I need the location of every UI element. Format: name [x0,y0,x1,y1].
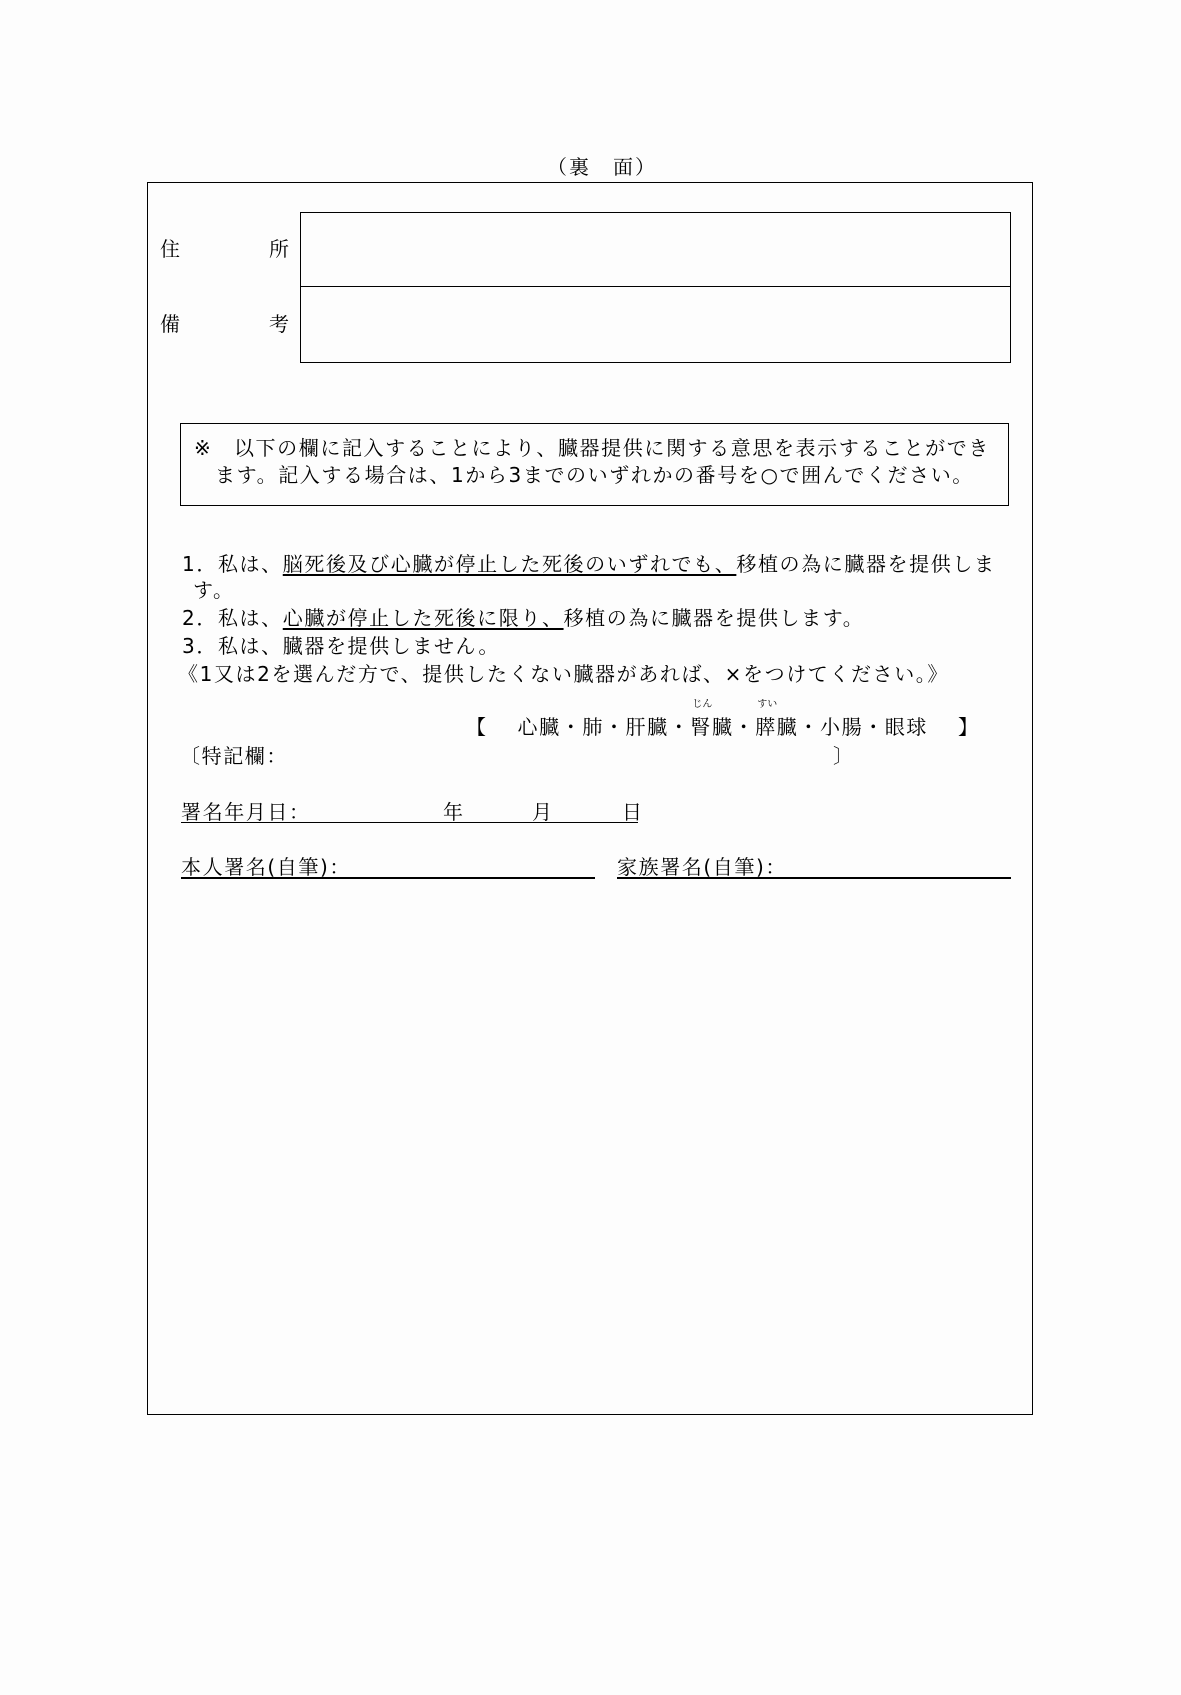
signature-date-label: 署名年月日： [181,800,311,824]
month-label: 月 [532,800,554,824]
organ-eyeball[interactable]: 眼球 [884,715,929,739]
organ-close-bracket: 】 [957,715,980,739]
row-divider [301,286,1010,287]
option-2-number[interactable]: 2． [182,606,218,630]
option-1-continuation: す。 [193,578,235,602]
option-3[interactable] [182,634,500,658]
option-1[interactable] [182,552,996,576]
organ-pancreas-label: 膵臓 [755,715,799,739]
organ-list [466,699,980,739]
remarks-label-right: 考 [269,312,289,336]
option-3-prefix: 私は、 [217,634,283,658]
organ-separator: ・ [863,715,885,739]
organ-kidney-label: 腎臓 [690,715,734,739]
organ-separator: ・ [733,715,756,739]
family-signature-label: 家族署名(自筆)： [617,855,788,879]
option-2[interactable] [182,606,864,630]
remarks-label-left: 備 [160,312,180,336]
option-2-prefix: 私は、 [217,606,283,630]
year-field[interactable] [330,798,439,824]
notice-box [180,423,1009,506]
option-3-suffix: 臓器を提供しません。 [282,634,500,658]
notice-text-line1: ※ 以下の欄に記入することにより、臓器提供に関する意思を表示することができ [194,436,990,460]
kidney-furigana: じん [692,699,713,710]
page-title: （裏 面） [547,155,657,179]
option-1-condition: 脳死後及び心臓が停止した死後のいずれでも、 [282,552,737,576]
address-field[interactable] [301,213,1010,286]
option-1-number[interactable]: 1． [182,552,218,576]
option-1-suffix: 移植の為に臓器を提供しま [736,552,996,576]
remarks-field[interactable] [301,288,1010,361]
organ-lung[interactable]: 肺 [582,715,604,739]
organ-separator: ・ [560,715,583,739]
month-field[interactable] [470,798,529,824]
family-signature-underline [617,877,1011,879]
option-2-suffix: 移植の為に臓器を提供します。 [563,606,865,630]
organ-open-bracket: 【 [466,715,488,739]
organ-pancreas[interactable] [755,699,799,739]
organ-separator: ・ [668,715,691,739]
self-signature-label: 本人署名(自筆)： [181,855,352,879]
organ-small-intestine[interactable]: 小腸 [820,715,864,739]
organ-separator: ・ [798,715,821,739]
day-field[interactable] [560,798,619,824]
option-2-condition: 心臓が停止した死後に限り、 [282,606,564,630]
address-remarks-table [300,212,1011,363]
notice-text-line2: ます。記入する場合は、1から3までのいずれかの番号を○で囲んでください。 [215,463,974,487]
organ-heart[interactable]: 心臓 [517,715,561,739]
address-label-right: 所 [269,237,289,261]
day-label: 日 [622,800,644,824]
organ-liver[interactable]: 肝臓 [625,715,669,739]
special-notes-label: 〔特記欄： [180,744,288,768]
self-signature-underline [181,877,595,879]
special-notes-field[interactable] [290,742,834,772]
option-1-prefix: 私は、 [217,552,283,576]
organ-separator: ・ [603,715,626,739]
year-label: 年 [443,800,465,824]
address-label-left: 住 [160,237,180,261]
option-3-number[interactable]: 3． [182,634,218,658]
pancreas-furigana: すい [757,699,778,710]
organ-kidney[interactable] [690,699,734,739]
exclusion-instruction: 《1又は2を選んだ方で、提供したくない臓器があれば、×をつけてください。》 [178,662,950,686]
special-notes-close: 〕 [833,744,855,768]
